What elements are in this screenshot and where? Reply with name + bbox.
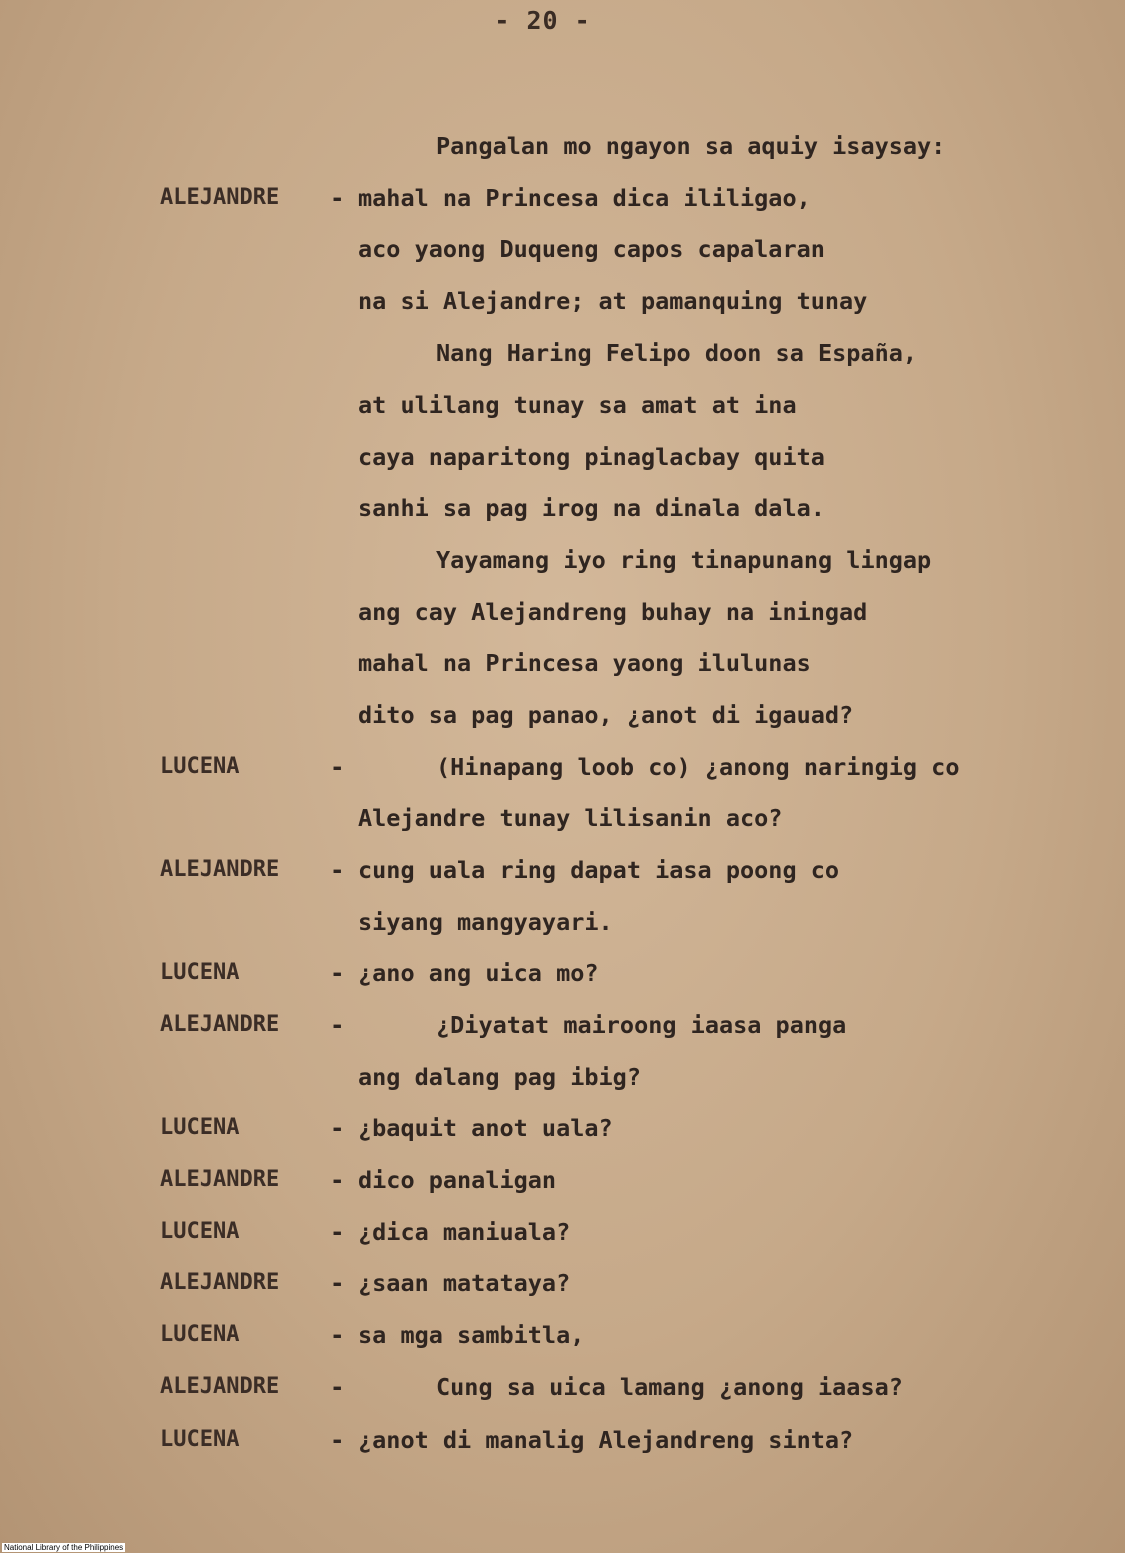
- script-line: [0, 437, 1125, 477]
- speaker-dash: -: [330, 856, 345, 884]
- script-line: [0, 1108, 1125, 1148]
- speaker-dash: -: [330, 1114, 345, 1142]
- speaker-name: ALEJANDRE: [160, 1374, 280, 1399]
- speaker-dash: -: [330, 1426, 345, 1454]
- verse-text: Nang Haring Felipo doon sa España,: [436, 339, 918, 367]
- speaker-name: LUCENA: [160, 1427, 240, 1452]
- verse-text: Alejandre tunay lilisanin aco?: [358, 804, 783, 832]
- speaker-name: ALEJANDRE: [160, 185, 280, 210]
- verse-text: Pangalan mo ngayon sa aquiy isaysay:: [436, 132, 946, 160]
- verse-text: mahal na Princesa yaong ilulunas: [358, 649, 811, 677]
- script-line: [0, 540, 1125, 580]
- speaker-dash: -: [330, 753, 345, 781]
- page-number: - 20 -: [494, 6, 591, 35]
- speaker-dash: -: [330, 1218, 345, 1246]
- verse-text: caya naparitong pinaglacbay quita: [358, 443, 825, 471]
- verse-text: ¿dica maniuala?: [358, 1218, 571, 1246]
- speaker-dash: -: [330, 1373, 345, 1401]
- script-line: [0, 1057, 1125, 1097]
- footer-credit: National Library of the Philippines: [4, 1543, 124, 1552]
- speaker-name: ALEJANDRE: [160, 1012, 280, 1037]
- verse-text: Yayamang iyo ring tinapunang lingap: [436, 546, 932, 574]
- speaker-name: ALEJANDRE: [160, 1270, 280, 1295]
- script-line: [0, 902, 1125, 942]
- script-line: [0, 333, 1125, 373]
- verse-text: sa mga sambitla,: [358, 1321, 585, 1349]
- verse-text: ¿saan matataya?: [358, 1269, 571, 1297]
- speaker-dash: -: [330, 184, 345, 212]
- script-line: [0, 385, 1125, 425]
- speaker-name: LUCENA: [160, 1219, 240, 1244]
- verse-text: dico panaligan: [358, 1166, 557, 1194]
- speaker-name: LUCENA: [160, 960, 240, 985]
- verse-text: Cung sa uica lamang ¿anong iaasa?: [436, 1373, 903, 1401]
- verse-text: mahal na Princesa dica ililigao,: [358, 184, 811, 212]
- script-line: [0, 1005, 1125, 1045]
- verse-text: ¿baquit anot uala?: [358, 1114, 613, 1142]
- verse-text: aco yaong Duqueng capos capalaran: [358, 235, 825, 263]
- script-line: [0, 747, 1125, 787]
- speaker-dash: -: [330, 1166, 345, 1194]
- verse-text: at ulilang tunay sa amat at ina: [358, 391, 797, 419]
- script-line: [0, 1420, 1125, 1460]
- verse-text: dito sa pag panao, ¿anot di igauad?: [358, 701, 854, 729]
- verse-text: ang dalang pag ibig?: [358, 1063, 641, 1091]
- script-line: [0, 695, 1125, 735]
- script-line: [0, 798, 1125, 838]
- script-line: [0, 643, 1125, 683]
- speaker-name: ALEJANDRE: [160, 857, 280, 882]
- script-line: [0, 229, 1125, 269]
- script-line: [0, 1263, 1125, 1303]
- speaker-name: LUCENA: [160, 1115, 240, 1140]
- script-line: [0, 178, 1125, 218]
- script-line: [0, 1160, 1125, 1200]
- script-line: [0, 850, 1125, 890]
- script-line: [0, 1212, 1125, 1252]
- speaker-dash: -: [330, 1321, 345, 1349]
- speaker-name: LUCENA: [160, 754, 240, 779]
- verse-text: ang cay Alejandreng buhay na iningad: [358, 598, 868, 626]
- speaker-name: ALEJANDRE: [160, 1167, 280, 1192]
- script-line: [0, 126, 1125, 166]
- speaker-dash: -: [330, 1011, 345, 1039]
- verse-text: ¿anot di manalig Alejandreng sinta?: [358, 1426, 854, 1454]
- script-line: [0, 1367, 1125, 1407]
- verse-text: (Hinapang loob co) ¿anong naringig co: [436, 753, 960, 781]
- script-line: [0, 488, 1125, 528]
- script-line: [0, 592, 1125, 632]
- script-line: [0, 281, 1125, 321]
- verse-text: siyang mangyayari.: [358, 908, 613, 936]
- speaker-name: LUCENA: [160, 1322, 240, 1347]
- script-line: [0, 953, 1125, 993]
- speaker-dash: -: [330, 959, 345, 987]
- speaker-dash: -: [330, 1269, 345, 1297]
- verse-text: sanhi sa pag irog na dinala dala.: [358, 494, 825, 522]
- verse-text: ¿ano ang uica mo?: [358, 959, 599, 987]
- verse-text: ¿Diyatat mairoong iaasa panga: [436, 1011, 847, 1039]
- verse-text: na si Alejandre; at pamanquing tunay: [358, 287, 868, 315]
- verse-text: cung uala ring dapat iasa poong co: [358, 856, 840, 884]
- script-line: [0, 1315, 1125, 1355]
